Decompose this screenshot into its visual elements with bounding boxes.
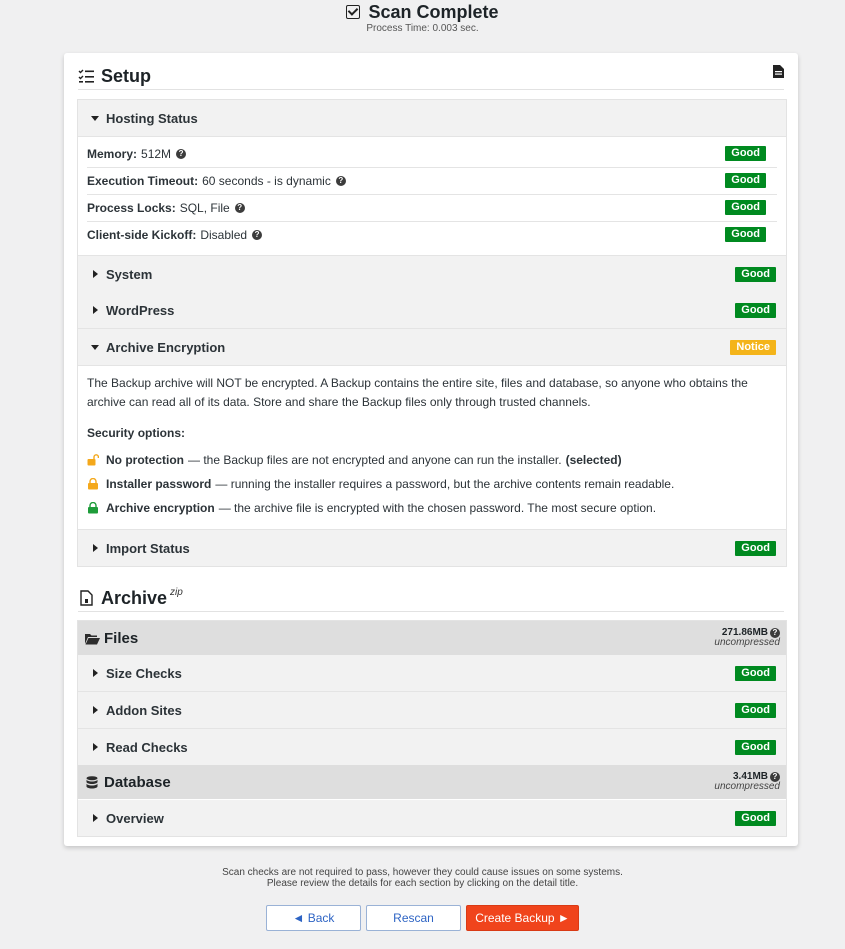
wordpress-label: WordPress: [106, 302, 175, 318]
lock-icon: [87, 478, 99, 490]
overview-label: Overview: [106, 810, 164, 826]
caret-right-icon: [93, 544, 98, 552]
footer-note-2: Please review the details for each section by clicking on the detail title.: [266, 878, 579, 889]
addon-sites-row[interactable]: [78, 692, 786, 729]
hosting-status-row[interactable]: [78, 100, 786, 137]
archive-panel: [77, 620, 787, 837]
client-kickoff-key: Client-side Kickoff:: [87, 227, 197, 242]
option-selected: (selected): [565, 453, 622, 467]
encryption-text-1: The Backup archive will NOT be encrypted. A Backup contains the entire site, files and database, so anyone who obtains the: [87, 376, 748, 390]
encryption-description: [87, 374, 777, 412]
database-size-value: 3.41MB: [732, 771, 768, 782]
help-icon[interactable]: ?: [770, 772, 780, 782]
caret-down-icon: [91, 345, 99, 350]
help-icon[interactable]: ?: [235, 203, 245, 213]
wordpress-row[interactable]: [78, 292, 786, 329]
caret-right-icon: [93, 306, 98, 314]
process-locks-line: [87, 194, 777, 222]
caret-right-icon: [93, 814, 98, 822]
client-kickoff-value: Disabled: [200, 227, 248, 242]
system-row[interactable]: [78, 255, 786, 293]
caret-right-icon: [93, 706, 98, 714]
system-label: System: [106, 266, 153, 282]
status-badge: Good: [735, 303, 776, 318]
memory-value: 512M: [141, 146, 172, 161]
setup-panel: [77, 99, 787, 567]
files-size-note: uncompressed: [714, 637, 780, 648]
size-checks-label: Size Checks: [106, 665, 182, 681]
setup-header: [78, 63, 784, 90]
caret-right-icon: [93, 270, 98, 278]
archive-encryption-row[interactable]: [78, 329, 786, 366]
status-badge: Good: [725, 227, 766, 242]
footer-note-1: Scan checks are not required to pass, however they could cause issues on some systems.: [222, 867, 623, 878]
client-kickoff-line: [87, 221, 777, 248]
status-badge: Good: [735, 541, 776, 556]
database-size-note: uncompressed: [714, 781, 780, 792]
archive-title: Archive: [101, 587, 168, 608]
read-checks-row[interactable]: [78, 729, 786, 766]
status-badge: Good: [735, 666, 776, 681]
scan-header: [0, 0, 845, 34]
memory-key: Memory:: [87, 146, 138, 161]
checkbox-checked-icon: [346, 5, 360, 19]
files-size-value: 271.86MB: [721, 627, 768, 638]
help-icon[interactable]: ?: [176, 149, 186, 159]
database-icon: [85, 776, 100, 789]
database-group: [78, 765, 786, 799]
option-desc: — the Backup files are not encrypted and anyone can run the installer.: [188, 453, 562, 467]
status-badge: Good: [725, 146, 766, 161]
overview-row[interactable]: [78, 800, 786, 836]
hosting-status-label: Hosting Status: [106, 110, 198, 126]
database-size: [714, 772, 780, 792]
import-status-label: Import Status: [106, 540, 190, 556]
option-archive-encryption: [87, 501, 777, 515]
export-file-icon[interactable]: [773, 65, 784, 78]
notice-badge: Notice: [730, 340, 776, 355]
folder-open-icon: [85, 632, 100, 645]
caret-down-icon: [91, 116, 99, 121]
option-name: Installer password: [106, 477, 212, 491]
status-badge: Good: [735, 703, 776, 718]
status-badge: Good: [735, 267, 776, 282]
process-time: Process Time: 0.003 sec.: [366, 23, 479, 34]
memory-line: [87, 140, 777, 168]
help-icon[interactable]: ?: [252, 230, 262, 240]
execution-timeout-key: Execution Timeout:: [87, 173, 199, 188]
option-installer-password: [87, 477, 777, 491]
option-desc: — the archive file is encrypted with the chosen password. The most secure option.: [218, 501, 657, 515]
option-no-protection: [87, 453, 777, 467]
caret-right-icon: [93, 743, 98, 751]
archive-format: zip: [170, 586, 183, 598]
archive-header: [78, 585, 784, 612]
read-checks-label: Read Checks: [106, 739, 188, 755]
unlock-icon: [87, 454, 99, 466]
footer-note: [0, 867, 845, 889]
option-name: No protection: [106, 453, 184, 467]
execution-timeout-line: [87, 167, 777, 195]
size-checks-row[interactable]: [78, 655, 786, 692]
encryption-text-2: archive can read all of its data. Store and share the Backup files only through trusted channels.: [87, 395, 591, 409]
lock-icon: [87, 502, 99, 514]
checklist-icon: [78, 68, 94, 84]
action-buttons: [0, 905, 845, 931]
help-icon[interactable]: ?: [336, 176, 346, 186]
scan-card: [64, 53, 798, 846]
caret-right-icon: [93, 669, 98, 677]
setup-title: Setup: [101, 65, 152, 86]
option-desc: — running the installer requires a password, but the archive contents remain readable.: [215, 477, 675, 491]
execution-timeout-value: 60 seconds - is dynamic: [202, 173, 331, 188]
option-name: Archive encryption: [106, 501, 215, 515]
help-icon[interactable]: ?: [770, 628, 780, 638]
archive-file-icon: [78, 590, 94, 606]
security-options-label: Security options:: [87, 426, 186, 440]
status-badge: Good: [725, 200, 766, 215]
files-label: Files: [104, 629, 139, 647]
status-badge: Good: [735, 740, 776, 755]
files-group: [78, 621, 786, 655]
database-label: Database: [104, 773, 171, 791]
process-locks-value: SQL, File: [179, 200, 230, 215]
status-badge: Good: [735, 811, 776, 826]
create-backup-button[interactable]: Create Backup ►: [466, 905, 579, 931]
archive-encryption-label: Archive Encryption: [106, 339, 226, 355]
addon-sites-label: Addon Sites: [106, 702, 182, 718]
back-button[interactable]: ◄ Back: [266, 905, 361, 931]
process-locks-key: Process Locks:: [87, 200, 176, 215]
page-title: Scan Complete: [368, 1, 499, 22]
status-badge: Good: [725, 173, 766, 188]
import-status-row[interactable]: [78, 529, 786, 566]
rescan-button[interactable]: Rescan: [366, 905, 461, 931]
files-size: [714, 628, 780, 648]
